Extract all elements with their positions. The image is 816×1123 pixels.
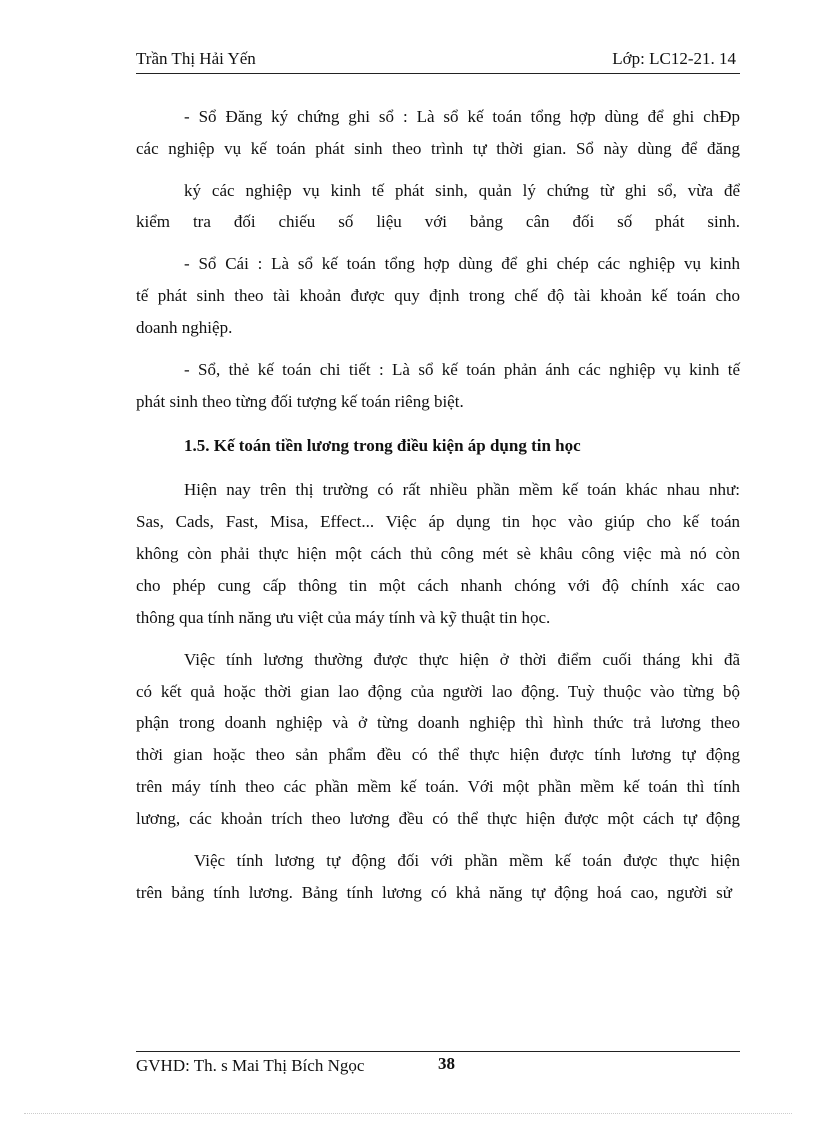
text-line: Việc tính lương tự động đối với phần mềm kế toán được thực hiện <box>194 851 740 870</box>
section-heading: 1.5. Kế toán tiền lương trong điều kiện áp dụng tin học <box>184 436 581 455</box>
text-line: - Sổ Đăng ký chứng ghi sổ : Là sổ kế toán tổng hợp dùng để ghi chÐp <box>184 107 740 126</box>
text-line: tế phát sinh theo tài khoản được quy định trong chế độ tài khoản kế toán cho <box>136 286 740 305</box>
text-line: các nghiệp vụ kế toán phát sinh theo trình tự thời gian. Sổ này dùng để đăng <box>136 139 740 158</box>
text-line: kiểm tra đối chiếu số liệu với bảng cân đối số phát sinh. <box>136 212 740 231</box>
text-line: ký các nghiệp vụ kinh tế phát sinh, quản lý chứng từ ghi sổ, vừa để <box>184 181 740 200</box>
text-line: doanh nghiệp. <box>136 318 233 337</box>
text-line: trên máy tính theo các phần mềm kế toán. Với một phần mềm kế toán thì tính <box>136 777 740 796</box>
page-header <box>136 49 740 74</box>
text-line: Hiện nay trên thị trường có rất nhiều phần mềm kế toán khác nhau như: <box>184 480 740 499</box>
text-line: phận trong doanh nghiệp và ở từng doanh nghiệp thì hình thức trả lương theo <box>136 713 740 732</box>
text-line: cho phép cung cấp thông tin một cách nhanh chóng với độ chính xác cao <box>136 576 740 595</box>
text-line: - Sổ, thẻ kế toán chi tiết : Là sổ kế toán phản ánh các nghiệp vụ kinh tế <box>184 360 740 379</box>
text-line: trên bảng tính lương. Bảng tính lương có khả năng tự động hoá cao, người sử <box>136 883 732 902</box>
text-line: Sas, Cads, Fast, Misa, Effect... Việc áp dụng tin học vào giúp cho kế toán <box>136 512 740 531</box>
footer-advisor: GVHD: Th. s Mai Thị Bích Ngọc <box>136 1056 365 1075</box>
page-edge-divider <box>24 1113 792 1114</box>
text-line: Việc tính lương thường được thực hiện ở thời điểm cuối tháng khi đã <box>184 650 740 669</box>
text-line: phát sinh theo từng đối tượng kế toán riêng biệt. <box>136 392 464 411</box>
page-footer <box>136 1051 740 1075</box>
text-line: có kết quả hoặc thời gian lao động của người lao động. Tuỳ thuộc vào từng bộ <box>136 682 740 701</box>
text-line: lương, các khoản trích theo lương đều có thể thực hiện được một cách tự động <box>136 809 740 828</box>
text-line: thông qua tính năng ưu việt của máy tính và kỹ thuật tin học. <box>136 608 551 627</box>
text-line: - Sổ Cái : Là sổ kế toán tổng hợp dùng để ghi chép các nghiệp vụ kinh <box>184 254 740 273</box>
text-line: thời gian hoặc theo sản phẩm đều có thể thực hiện được tính lương tự động <box>136 745 740 764</box>
header-author: Trần Thị Hải Yến <box>136 49 256 68</box>
page-number: 38 <box>438 1054 455 1073</box>
header-class: Lớp: LC12-21. 14 <box>612 49 736 68</box>
text-line: không còn phải thực hiện một cách thủ công mét sè khâu công việc mà nó còn <box>136 544 740 563</box>
